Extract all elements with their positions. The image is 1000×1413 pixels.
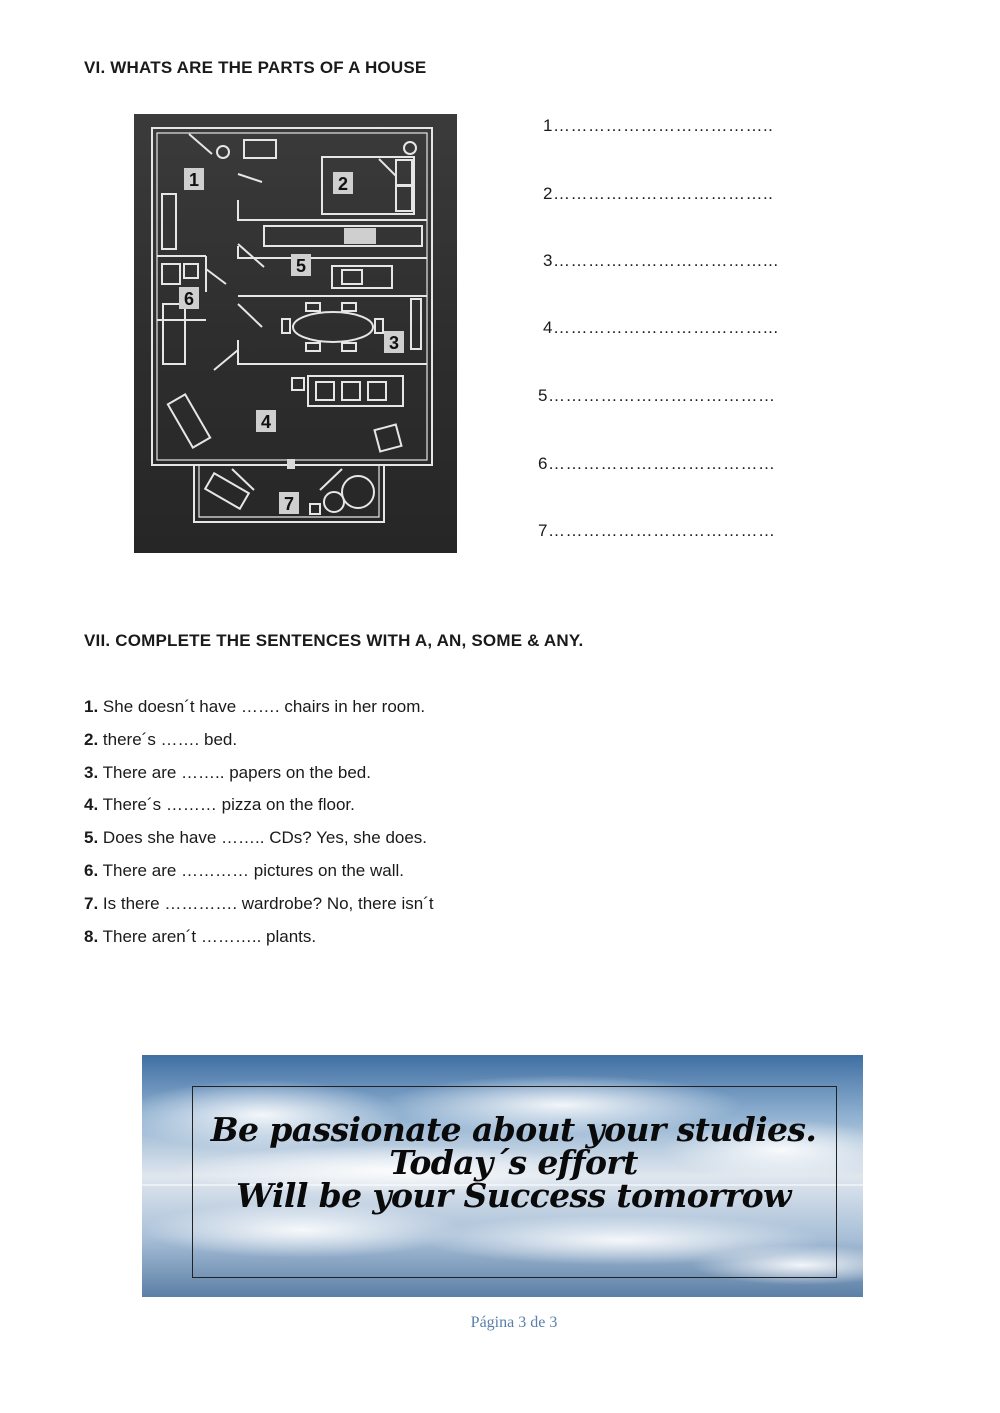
sentence-list [84, 694, 434, 956]
room-label-3: 3 [388, 333, 400, 353]
sentence-number: 4. [84, 795, 99, 815]
quote-line-2: Today´s effort [389, 1143, 638, 1182]
sentence-number: 5. [84, 828, 99, 848]
sentence-number: 3. [84, 762, 99, 782]
answer-line-3[interactable]: 3………………………………... [543, 251, 779, 270]
sentence-text[interactable]: Does she have …….. CDs? Yes, she does. [98, 828, 428, 848]
motivational-banner [142, 1055, 863, 1297]
answer-line-7[interactable]: 7………………………………… [538, 521, 776, 540]
house-floor-plan [134, 114, 457, 553]
answer-line-2[interactable]: 2……………………………….. [543, 184, 774, 203]
quote-line-1: Be passionate about your studies. [210, 1110, 817, 1149]
sentence-item [84, 727, 434, 760]
room-label-2: 2 [337, 174, 349, 194]
sentence-text[interactable]: She doesn´t have ……. chairs in her room. [98, 697, 426, 716]
sentence-number: 6. [84, 860, 99, 880]
section-6-title: VI. WHATS ARE THE PARTS OF A HOUSE [84, 58, 427, 77]
sentence-text[interactable]: There aren´t ……….. plants. [98, 926, 317, 946]
sentence-item [84, 825, 434, 858]
sentence-number: 2. [84, 729, 99, 749]
sentence-text[interactable]: Is there …………. wardrobe? No, there isn´t [98, 893, 434, 913]
motivational-quote [192, 1110, 835, 1215]
sentence-item [84, 891, 434, 924]
answer-line-5[interactable]: 5………………………………… [538, 386, 776, 405]
sentence-number: 8. [84, 926, 99, 946]
sentence-item [84, 792, 434, 825]
room-label-5: 5 [295, 256, 307, 276]
sentence-item [84, 694, 434, 727]
answer-line-1[interactable]: 1……………………………….. [543, 116, 774, 135]
quote-line-3: Will be your Success tomorrow [236, 1176, 791, 1215]
sentence-item [84, 924, 434, 957]
room-label-7: 7 [283, 494, 295, 514]
sentence-number: 1. [84, 697, 99, 716]
room-label-6: 6 [183, 289, 195, 309]
page-number: Página 3 de 3 [470, 1314, 558, 1331]
sentence-text[interactable]: there´s ……. bed. [98, 729, 238, 749]
section-7-title: VII. COMPLETE THE SENTENCES WITH A, AN, SOME & ANY. [84, 631, 584, 650]
sentence-item [84, 760, 434, 793]
sentence-item [84, 858, 434, 891]
sentence-text[interactable]: There´s ……… pizza on the floor. [98, 795, 355, 815]
answer-line-4[interactable]: 4………………………………... [543, 318, 779, 337]
sentence-text[interactable]: There are ………… pictures on the wall. [98, 860, 404, 880]
answer-line-6[interactable]: 6………………………………… [538, 454, 776, 473]
room-label-1: 1 [188, 170, 200, 190]
sentence-text[interactable]: There are …….. papers on the bed. [98, 762, 371, 782]
room-label-4: 4 [260, 412, 272, 432]
sentence-number: 7. [84, 893, 99, 913]
